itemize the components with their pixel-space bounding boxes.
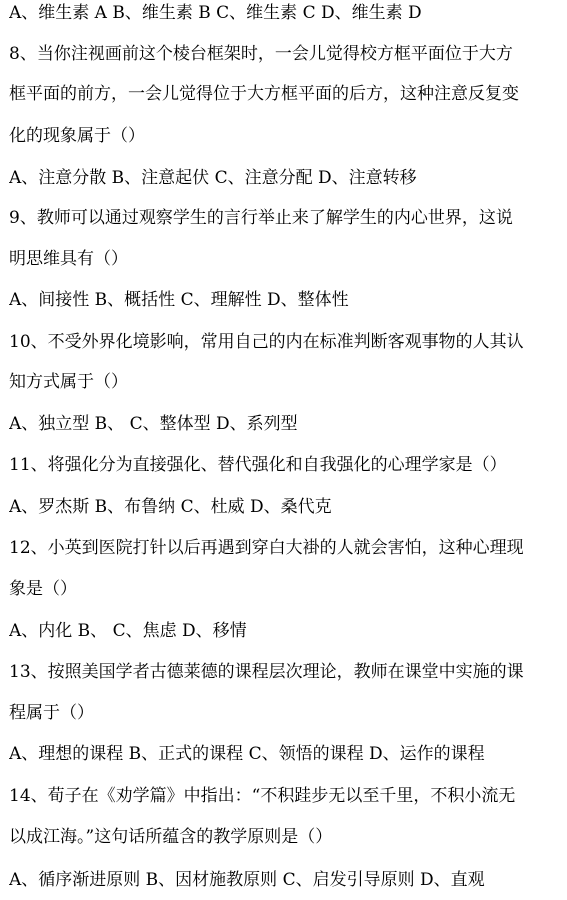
- text-line-2: 8、当你注视画前这个棱台框架时，一会儿觉得校方框平面位于大方: [9, 44, 513, 64]
- text-line-4: 化的现象属于（）: [9, 126, 145, 146]
- text-line-18: 程属于（）: [9, 703, 94, 723]
- text-line-10: 知方式属于（）: [9, 372, 128, 392]
- text-line-17: 13、按照美国学者古德莱德的课程层次理论，教师在课堂中实施的课: [9, 662, 524, 682]
- text-line-1: A、维生素 A B、维生素 B C、维生素 C D、维生素 D: [9, 3, 422, 23]
- text-line-8: A、间接性 B、概括性 C、理解性 D、整体性: [9, 290, 349, 310]
- text-line-12: 11、将强化分为直接强化、替代强化和自我强化的心理学家是（）: [9, 455, 507, 475]
- text-line-3: 框平面的前方，一会儿觉得位于大方框平面的后方，这种注意反复变: [9, 84, 519, 104]
- text-line-7: 明思维具有（）: [9, 249, 128, 269]
- text-line-13: A、罗杰斯 B、布鲁纳 C、杜威 D、桑代克: [9, 497, 332, 517]
- text-line-11: A、独立型 B、 C、整体型 D、系列型: [9, 414, 298, 434]
- text-line-22: A、循序渐进原则 B、因材施教原则 C、启发引导原则 D、直观: [9, 870, 485, 890]
- text-line-15: 象是（）: [9, 579, 77, 599]
- text-line-6: 9、教师可以通过观察学生的言行举止来了解学生的内心世界，这说: [9, 208, 513, 228]
- text-line-5: A、注意分散 B、注意起伏 C、注意分配 D、注意转移: [9, 168, 417, 188]
- text-line-21: 以成江海。”这句话所蕴含的教学原则是（）: [9, 827, 333, 847]
- text-line-14: 12、小英到医院打针以后再遇到穿白大褂的人就会害怕，这种心理现: [9, 538, 524, 558]
- text-line-16: A、内化 B、 C、焦虑 D、移情: [9, 621, 247, 641]
- text-line-19: A、理想的课程 B、正式的课程 C、领悟的课程 D、运作的课程: [9, 744, 485, 764]
- text-line-9: 10、不受外界化境影响，常用自己的内在标准判断客观事物的人其认: [9, 332, 524, 352]
- text-line-20: 14、荀子在《劝学篇》中指出：“不积跬步无以至千里，不积小流无: [9, 786, 516, 806]
